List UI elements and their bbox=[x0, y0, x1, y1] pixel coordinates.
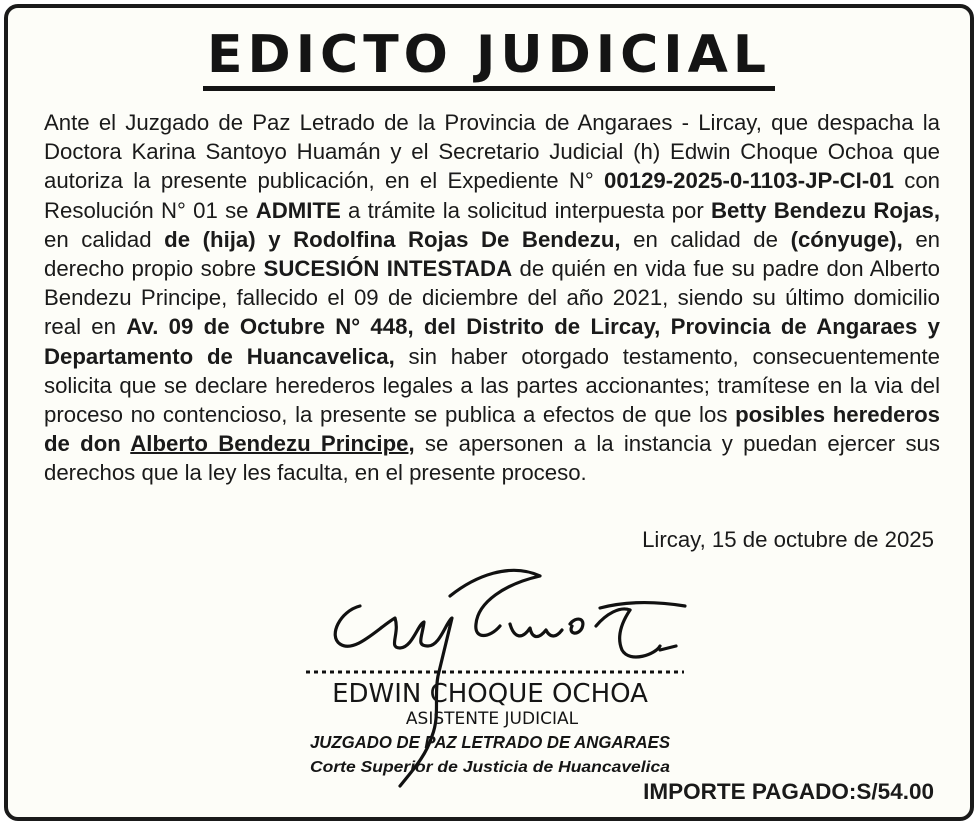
herederos-label: posibles herederos de don bbox=[44, 402, 940, 457]
stamp-court: JUZGADO DE PAZ LETRADO DE ANGARAES bbox=[310, 732, 671, 752]
body-text-4: en calidad bbox=[44, 226, 165, 252]
body-text-5: en calidad de bbox=[620, 226, 791, 252]
expediente-number: 00129-2025-0-1103-JP-CI-01 bbox=[604, 168, 894, 194]
calidad-hija: de (hija) y Rodolfina Rojas De Bendezu, bbox=[164, 226, 621, 252]
edict-title bbox=[8, 26, 970, 91]
signature-stamp bbox=[300, 566, 700, 796]
edict-body bbox=[44, 108, 940, 488]
stamp-role: ASISTENTE JUDICIAL bbox=[405, 709, 579, 729]
materia-label: SUCESIÓN INTESTADA bbox=[263, 256, 513, 282]
body-text-1: Ante el Juzgado de Paz Letrado de la Provincia de Angaraes - Lircay, que despacha la Doctora Karina Santoyo Huamán y el Secretario Judicial (h) Edwin Choque Ochoa que autoriza la presente publicación, en el Expediente N° bbox=[44, 110, 940, 194]
body-text-7: de quién en vida fue su padre don Alberto Bendezu Principe, fallecido el 09 de diciembre del año 2021, siendo su último domicilio real en bbox=[44, 256, 941, 340]
calidad-conyuge: (cónyuge), bbox=[790, 226, 903, 252]
admite-label: ADMITE bbox=[255, 197, 341, 223]
edict-title-text: EDICTO JUDICIAL bbox=[203, 26, 775, 91]
body-text-3: a trámite la solicitud interpuesta por bbox=[340, 197, 711, 223]
edict-date: Lircay, 15 de octubre de 2025 bbox=[642, 527, 934, 552]
importe-pagado: IMPORTE PAGADO:S/54.00 bbox=[643, 779, 934, 804]
domicilio-address: Av. 09 de Octubre N° 448, del Distrito de Lircay, Provincia de Angaraes y Departamento de Huancavelica, bbox=[44, 314, 940, 369]
body-text-8: sin haber otorgado testamento, consecuentemente solicita que se declare herederos legales a las partes accionantes; tramítese en la via del proceso no contencioso, la presente se publica a efectos de que los bbox=[44, 343, 940, 428]
stamp-superior: Corte Superior de Justicia de Huancavelica bbox=[310, 759, 671, 776]
body-text-6: en derecho propio sobre bbox=[44, 226, 941, 282]
stamp-name: EDWIN CHOQUE OCHOA bbox=[332, 679, 648, 709]
body-text-9: se apersonen a la instancia y puedan ejercer sus derechos que la ley les faculta, en el presente proceso. bbox=[44, 431, 940, 486]
body-text-2: con Resolución N° 01 se bbox=[44, 168, 940, 223]
edict-frame bbox=[4, 4, 974, 821]
causante-name: Alberto Bendezu Principe bbox=[130, 431, 409, 457]
causante-comma: , bbox=[408, 431, 415, 457]
solicitante-name: Betty Bendezu Rojas, bbox=[710, 197, 940, 223]
